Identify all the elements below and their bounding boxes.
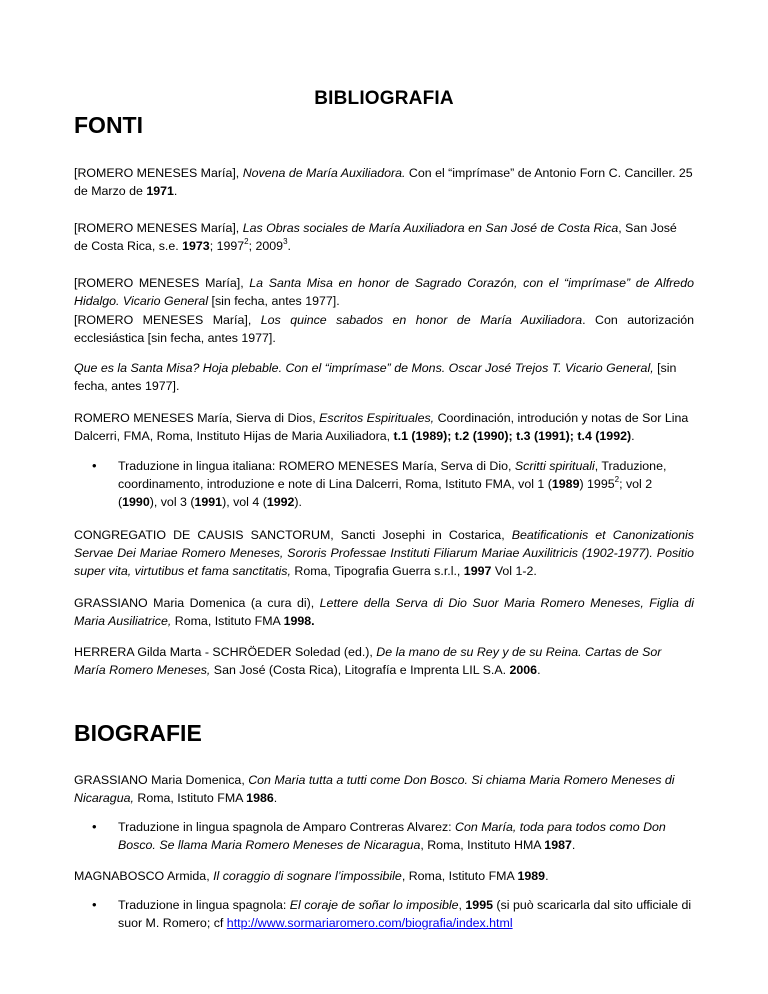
list-item-text: Traduzione in lingua italiana: ROMERO MENESES María, Serva di Dio, Scritti spirituali, Traduzione, coordinamento, introduzione e note di Lina Dalcerri, Roma, Istituto FMA, vol 1 (1989) 1995$^2$; vol 2 (1990), vol 3 (1991), vol 4 (1992). (118, 459, 667, 509)
bibliography-entry-obras-sociales: [ROMERO MENESES María], Las Obras sociales de María Auxiliadora en San José de Costa Rica, San José de Costa Rica, s.e. 1973; 1997$^2$; 2009$^3$. (74, 221, 677, 253)
section-heading-biografie: BIOGRAFIE (74, 720, 202, 746)
bibliography-entry-de-la-mano: HERRERA Gilda Marta - SCHRÖEDER Soledad (ed.), De la mano de su Rey y de su Reina. Cartas de Sor María Romero Meneses, San José (Costa Rica), Litografía e Imprenta LIL S.A. 2006. (74, 645, 662, 677)
list-item-text: Traduzione in lingua spagnola de Amparo Contreras Alvarez: Con María, toda para todos como Don Bosco. Se llama Maria Romero Meneses de Nicaragua, Roma, Instituto HMA 1987. (118, 820, 666, 852)
bibliography-entry-hoja-plebable: Que es la Santa Misa? Hoja plebable. Con el “imprímase” de Mons. Oscar José Trejos T. Vicario General, [sin fecha, antes 1977]. (74, 361, 677, 393)
bullet-icon: • (92, 458, 97, 473)
section-heading-fonti: FONTI (74, 112, 143, 138)
page-title: BIBLIOGRAFIA (314, 88, 454, 109)
bibliography-entry-coraggio: MAGNABOSCO Armida, Il coraggio di sognare l’impossibile, Roma, Istituto FMA 1989. (74, 869, 549, 883)
list-item-text: Traduzione in lingua spagnola: El coraje de soñar lo imposible, 1995 (si può scaricarla dal sito ufficiale di suor M. Romero; cf http://www.sormariaromero.com/biografia/index.html (118, 898, 692, 930)
bibliography-entry-novena: [ROMERO MENESES María], Novena de María Auxiliadora. Con el “imprímase” de Antonio Forn C. Canciller. 25 de Marzo de 1971. (74, 166, 693, 198)
bibliography-entry-con-maria: GRASSIANO Maria Domenica, Con Maria tutta a tutti come Don Bosco. Si chiama Maria Romero Meneses di Nicaragua, Roma, Istituto FMA 1986. (74, 773, 675, 805)
bullet-icon: • (92, 897, 97, 912)
biografia-link[interactable]: http://www.sormariaromero.com/biografia/index.html (226, 916, 513, 930)
bullet-icon: • (92, 819, 97, 834)
bibliography-entry-congregatio: CONGREGATIO DE CAUSIS SANCTORUM, Sancti Josephi in Costarica, Beatificationis et Canonizationis Servae Dei Mariae Romero Meneses, Sororis Professae Instituti Filiarum Mariae Auxilitricis (1902-1977). Positio super vita, virtutibus et fama sanctitatis, Roma, Tipografia Guerra s.r.l., 1997 Vol 1-2. (74, 528, 694, 578)
bibliography-entry-santa-misa: [ROMERO MENESES María], La Santa Misa en honor de Sagrado Corazón, con el “imprímase” de Alfredo Hidalgo. Vicario General [sin fecha, antes 1977]. (74, 276, 694, 308)
bibliography-entry-escritos-espirituales: ROMERO MENESES María, Sierva di Dios, Escritos Espirituales, Coordinación, introdución y notas de Sor Lina Dalcerri, FMA, Roma, Instituto Hijas de Maria Auxiliadora, t.1 (1989); t.2 (1990); t.3 (1991); t.4 (1992). (74, 411, 689, 443)
bibliography-entry-quince-sabados: [ROMERO MENESES María], Los quince sabados en honor de María Auxiliadora. Con autorización ecclesiástica [sin fecha, antes 1977]. (74, 313, 695, 345)
bibliography-entry-lettere: GRASSIANO Maria Domenica (a cura di), Lettere della Serva di Dio Suor Maria Romero Meneses, Figlia di Maria Ausiliatrice, Roma, Istituto FMA 1998. (74, 596, 694, 628)
